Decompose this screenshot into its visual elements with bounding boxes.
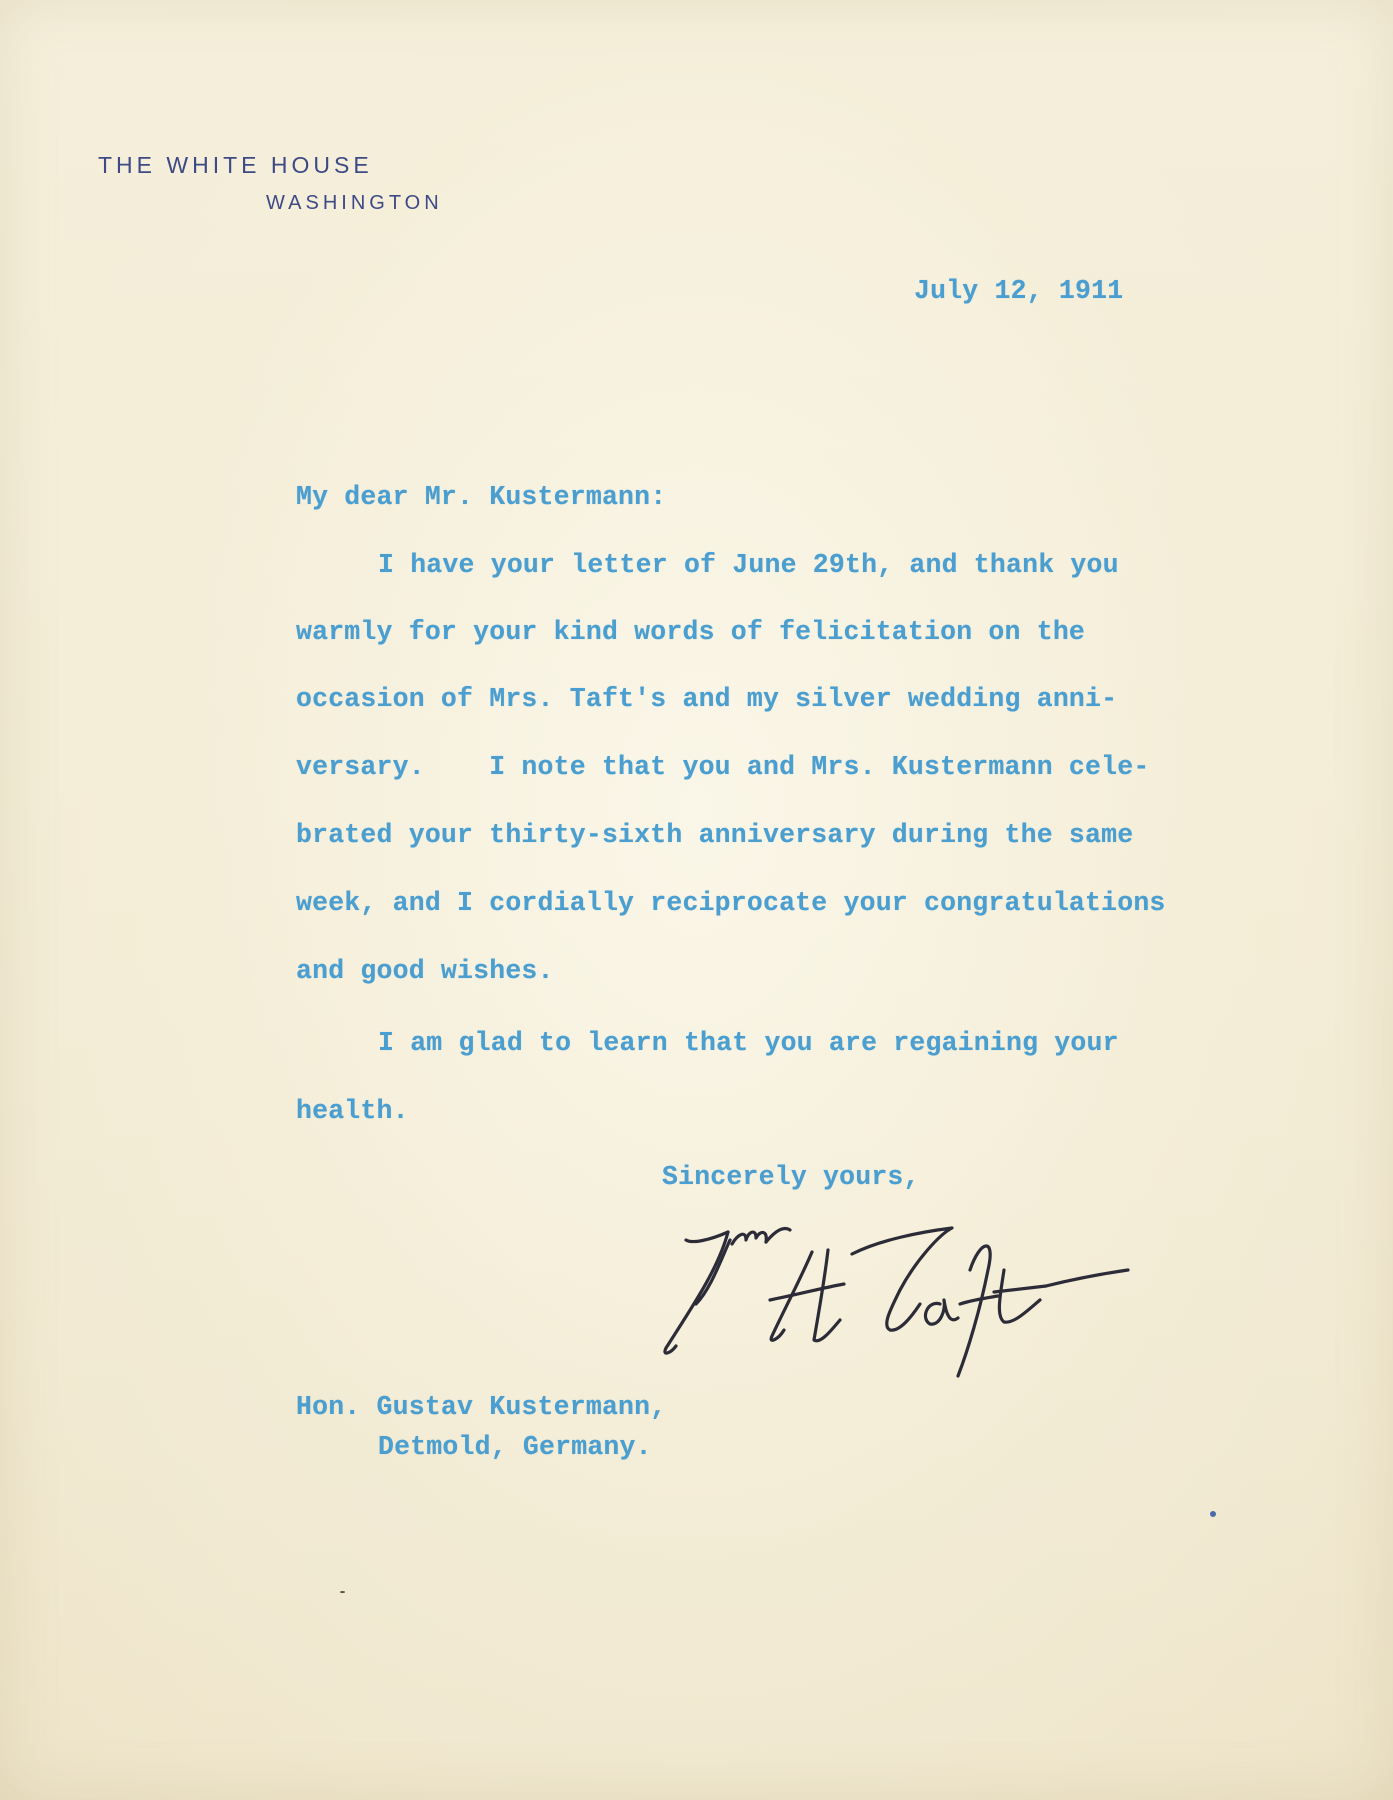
handwritten-signature bbox=[600, 1200, 1140, 1380]
paragraph-1-line-5: brated your thirty-sixth anniversary during the same bbox=[296, 820, 1134, 850]
addressee-name: Hon. Gustav Kustermann, bbox=[296, 1392, 667, 1422]
ink-speck bbox=[1210, 1511, 1216, 1517]
paragraph-1-line-1: I have your letter of June 29th, and thank you bbox=[378, 550, 1119, 580]
salutation: My dear Mr. Kustermann: bbox=[296, 482, 667, 512]
paragraph-2-line-1: I am glad to learn that you are regaining your bbox=[378, 1028, 1119, 1058]
paragraph-1-line-3: occasion of Mrs. Taft's and my silver wedding anni- bbox=[296, 684, 1118, 714]
closing: Sincerely yours, bbox=[662, 1162, 920, 1192]
letter-date: July 12, 1911 bbox=[914, 276, 1124, 306]
paragraph-2-line-2: health. bbox=[296, 1096, 409, 1126]
paper-mark bbox=[340, 1591, 345, 1593]
paragraph-1-line-6: week, and I cordially reciprocate your congratulations bbox=[296, 888, 1166, 918]
letterhead-city: WASHINGTON bbox=[266, 192, 443, 214]
paragraph-1-line-4: versary. I note that you and Mrs. Kustermann cele- bbox=[296, 752, 1150, 782]
paragraph-1-line-7: and good wishes. bbox=[296, 956, 554, 986]
letterhead-title: THE WHITE HOUSE bbox=[98, 152, 373, 178]
addressee-location: Detmold, Germany. bbox=[378, 1432, 652, 1462]
paragraph-1-line-2: warmly for your kind words of felicitation on the bbox=[296, 617, 1086, 647]
